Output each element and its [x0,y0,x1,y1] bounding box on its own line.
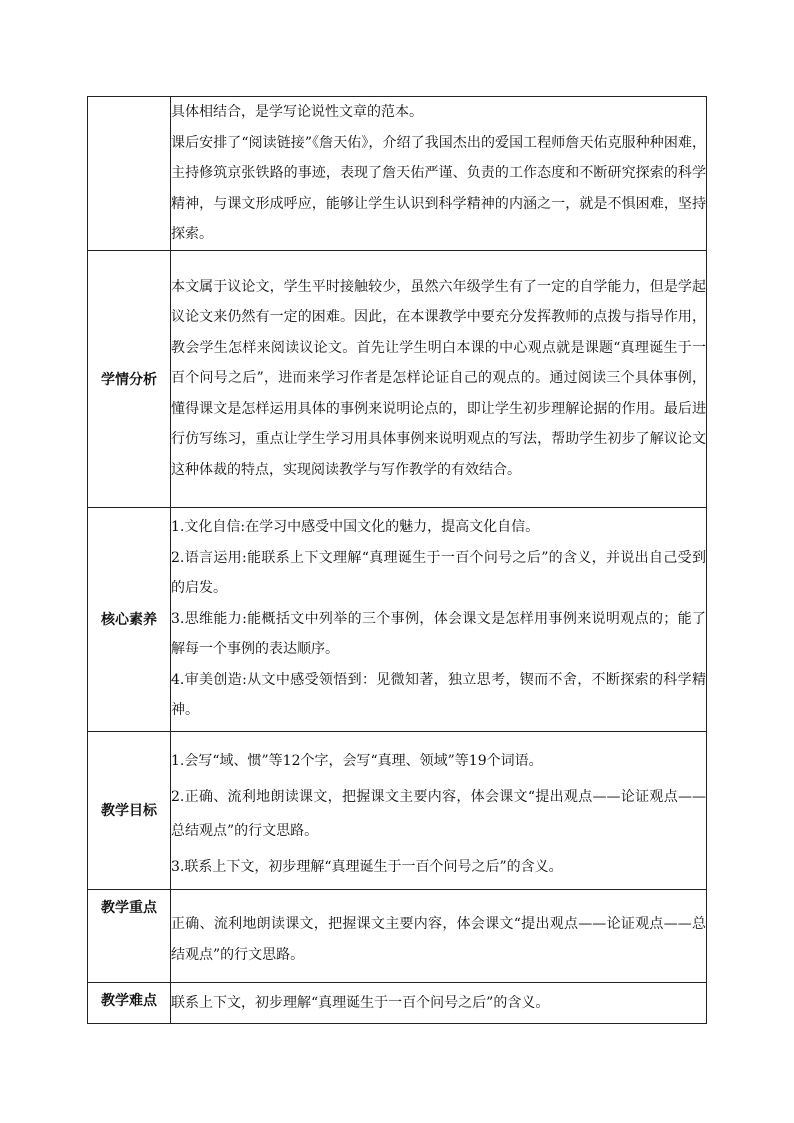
row-label: 教学难点 [88,982,171,1023]
row-content [171,731,707,889]
content-paragraph: 4.审美创造:从文中感受领悟到：见微知著，独立思考，锲而不舍，不断探索的科学精神。 [171,671,706,719]
row-content [171,97,707,251]
row-content [171,507,707,731]
table-row [88,507,707,731]
content-paragraph: 联系上下文，初步理解“真理诞生于一百个问号之后”的含义。 [171,994,550,1011]
content-paragraph: 课后安排了“阅读链接”《詹天佑》，介绍了我国杰出的爱国工程师詹天佑克服种种困难，主持修筑京张铁路的事迹，表现了詹天佑严谨、负责的工作态度和不断研究探索的科学精神，与课文形成呼应，能够让学生认识到科学精神的内涵之一，就是不惧困难，坚持探索。 [171,134,706,242]
content-paragraph: 3.思维能力:能概括文中列举的三个事例，体会课文是怎样用事例来说明观点的；能了解每一个事例的表达顺序。 [171,610,706,658]
row-label [88,97,171,251]
content-paragraph: 本文属于议论文，学生平时接触较少，虽然六年级学生有了一定的自学能力，但是学起议论文来仍然有一定的困难。因此，在本课教学中要充分发挥教师的点拨与指导作用，教会学生怎样来阅读议论文。首先让学生明白本课的中心观点就是课题“真理诞生于一百个问号之后”，进而来学习作者是怎样论证自己的观点的。通过阅读三个具体事例，懂得课文是怎样运用具体的事例来说明论点的，即让学生初步理解论据的作用。最后进行仿写练习，重点让学生学习用具体事例来说明观点的写法，帮助学生初步了解议论文这种体裁的特点，实现阅读教学与写作教学的有效结合。 [171,278,706,478]
content-paragraph: 正确、流利地朗读课文，把握课文主要内容，体会课文“提出观点——论证观点——总结观点”的行文思路。 [171,916,706,963]
row-label: 教学重点 [88,889,171,982]
row-label: 核心素养 [88,507,171,731]
row-label: 教学目标 [88,731,171,889]
table-row [88,97,707,251]
content-paragraph: 1.会写“域、惯”等12个字，会写“真理、领域”等19个词语。 [171,753,543,769]
row-label: 学情分析 [88,250,171,507]
lesson-plan-table [87,96,707,1024]
row-content [171,982,707,1023]
content-paragraph: 3.联系上下文，初步理解“真理诞生于一百个问号之后”的含义。 [171,859,563,875]
content-paragraph: 2.语言运用:能联系上下文理解“真理诞生于一百个问号之后”的含义，并说出自己受到的启发。 [171,549,706,597]
content-paragraph: 1.文化自信:在学习中感受中国文化的魅力，提高文化自信。 [171,519,540,536]
table-row [88,250,707,507]
table-row [88,889,707,982]
table-row [88,982,707,1023]
row-content [171,250,707,507]
content-paragraph: 2.正确、流利地朗读课文，把握课文主要内容，体会课文“提出观点——论证观点——总结观点”的行文思路。 [171,789,706,839]
table-row [88,731,707,889]
row-content [171,889,707,982]
content-paragraph: 具体相结合，是学写论说性文章的范本。 [171,104,423,120]
